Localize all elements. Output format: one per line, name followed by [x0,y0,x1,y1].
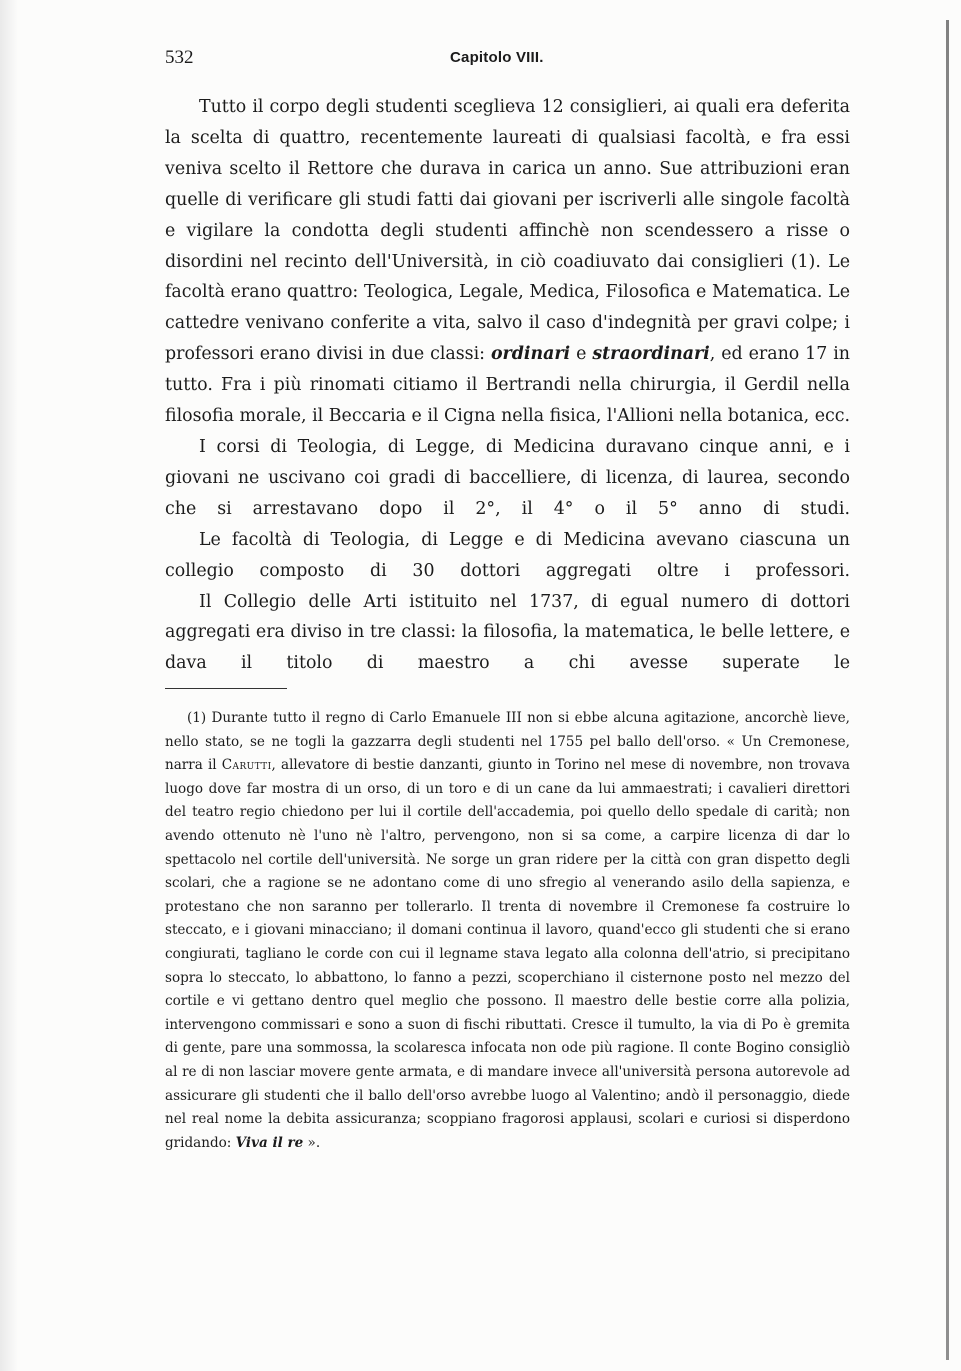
footnote-text-b: , allevatore di bestie danzanti, giunto in Torino nel mese di novembre, non trovava luogo dove far mostra di un orso, di un toro e di un cane da lui ammaestrati; i cavalieri direttori del teatro regio chiedono per lui il cortile dell'accademia, poi quello dello spedale di carità; non avendo ottenuto nè l'uno nè l'altro, pervengono, non si sa come, a carpire licenza di dar lo spettacolo nel cortile dell'università. Ne sorge un gran ridere per la città con gran dispetto degli scolari, che a ragione se ne adontano come di uno sfregio al venerando asilo della sapienza, e protestano che non saranno per tollerarlo. Il trenta di novembre il Cremonese fa costruire lo steccato, e i giovani minacciano; il domani continua il lavoro, quand'ecco gli studenti che si erano congiurati, tagliano le corde con cui il legname stava legato alla colonna dell'atrio, si precipitano sopra lo steccato, lo abbattono, lo fanno a pezzi, scoperchiano il cisternone posto nel mezzo del cortile e vi gettano dentro quel meglio che possono. Il maestro delle bestie corre alla polizia, intervengono commissari e sono a suon di fischi ributtati. Cresce il tumulto, la via di Po è gremita di gente, pare una sommossa, la scolaresca infocata non ode più ragione. Il conte Bogino consigliò al re di non lasciar movere gente armata, e di mandare invece all'università persona autorevole ad assicurare gli studenti che il ballo dell'orso avrebbe luogo al Valentino; andò il personaggio, diede nel real nome la debita assicuranza; scoppiano fragorosi applausi, scolari e curiosi si disperdono gridando: [165,757,850,1151]
page-header [165,47,850,77]
page-edge-line [946,20,949,1360]
paragraph-1 [165,92,850,432]
main-text [165,92,850,679]
footnote-separator [165,688,287,689]
paragraph-3: Le facoltà di Teologia, di Legge e di Medicina avevano ciascuna un collegio composto di 30 dottori aggregati oltre i professori. [165,529,850,581]
paragraph-4: Il Collegio delle Arti istituito nel 1737, di egual numero di dottori aggregati era diviso in tre classi: la filosofia, la matematica, le belle lettere, e dava il titolo di maestro a chi avesse superate le [165,591,850,674]
term-straordinari: straordinari [592,344,710,365]
footnote-author: Carutti [221,757,272,774]
footnote-1 [165,707,850,1155]
paragraph-2: I corsi di Teologia, di Legge, di Medicina duravano cinque anni, e i giovani ne uscivano coi gradi di baccelliere, di licenza, di laurea, secondo che si arrestavano dopo il 2°, il 4° o il 5° anno di studi. [165,436,850,519]
running-head: Capitolo VIII. [450,49,544,66]
page-gutter-shadow [0,0,18,1371]
paragraph-1-text-c: , ed erano 17 in tutto. Fra i più rinomati citiamo il Bertrandi nella chirurgia, il Gerdil nella filosofia morale, il Beccaria e il Cigna nella fisica, l'Allioni nella botanica, ecc. [165,344,850,427]
paragraph-1-text-b: e [570,344,593,365]
page-number: 532 [165,47,194,68]
footnote-text-a: (1) Durante tutto il regno di Carlo Emanuele III non si ebbe alcuna agitazione, ancorchè lieve, nello stato, se ne togli la gazzarra degli studenti nel 1755 pel ballo dell'orso. « Un Cremonese, narra il [165,710,850,774]
paragraph-1-text-a: Tutto il corpo degli studenti sceglieva 12 consiglieri, ai quali era deferita la scelta di quattro, recentemente laureati di qualsiasi facoltà, e fra essi veniva scelto il Rettore che durava in carica un anno. Sue attribuzioni eran quelle di verificare gli studi fatti dai giovani per iscriverli alle singole facoltà e vigilare la condotta degli studenti affinchè non scendessero a risse o disordini nel recinto dell'Università, in ciò coadiuvato dai consiglieri (1). Le facoltà erano quattro: Teologica, Legale, Medica, Filosofica e Matematica. Le cattedre venivano conferite a vita, salvo il caso d'indegnità per gravi colpe; i professori erano divisi in due classi: [165,97,850,365]
term-ordinari: ordinari [490,344,571,365]
footnote-text-c: ». [303,1134,321,1151]
footnote-exclamation: Viva il re [235,1134,304,1151]
